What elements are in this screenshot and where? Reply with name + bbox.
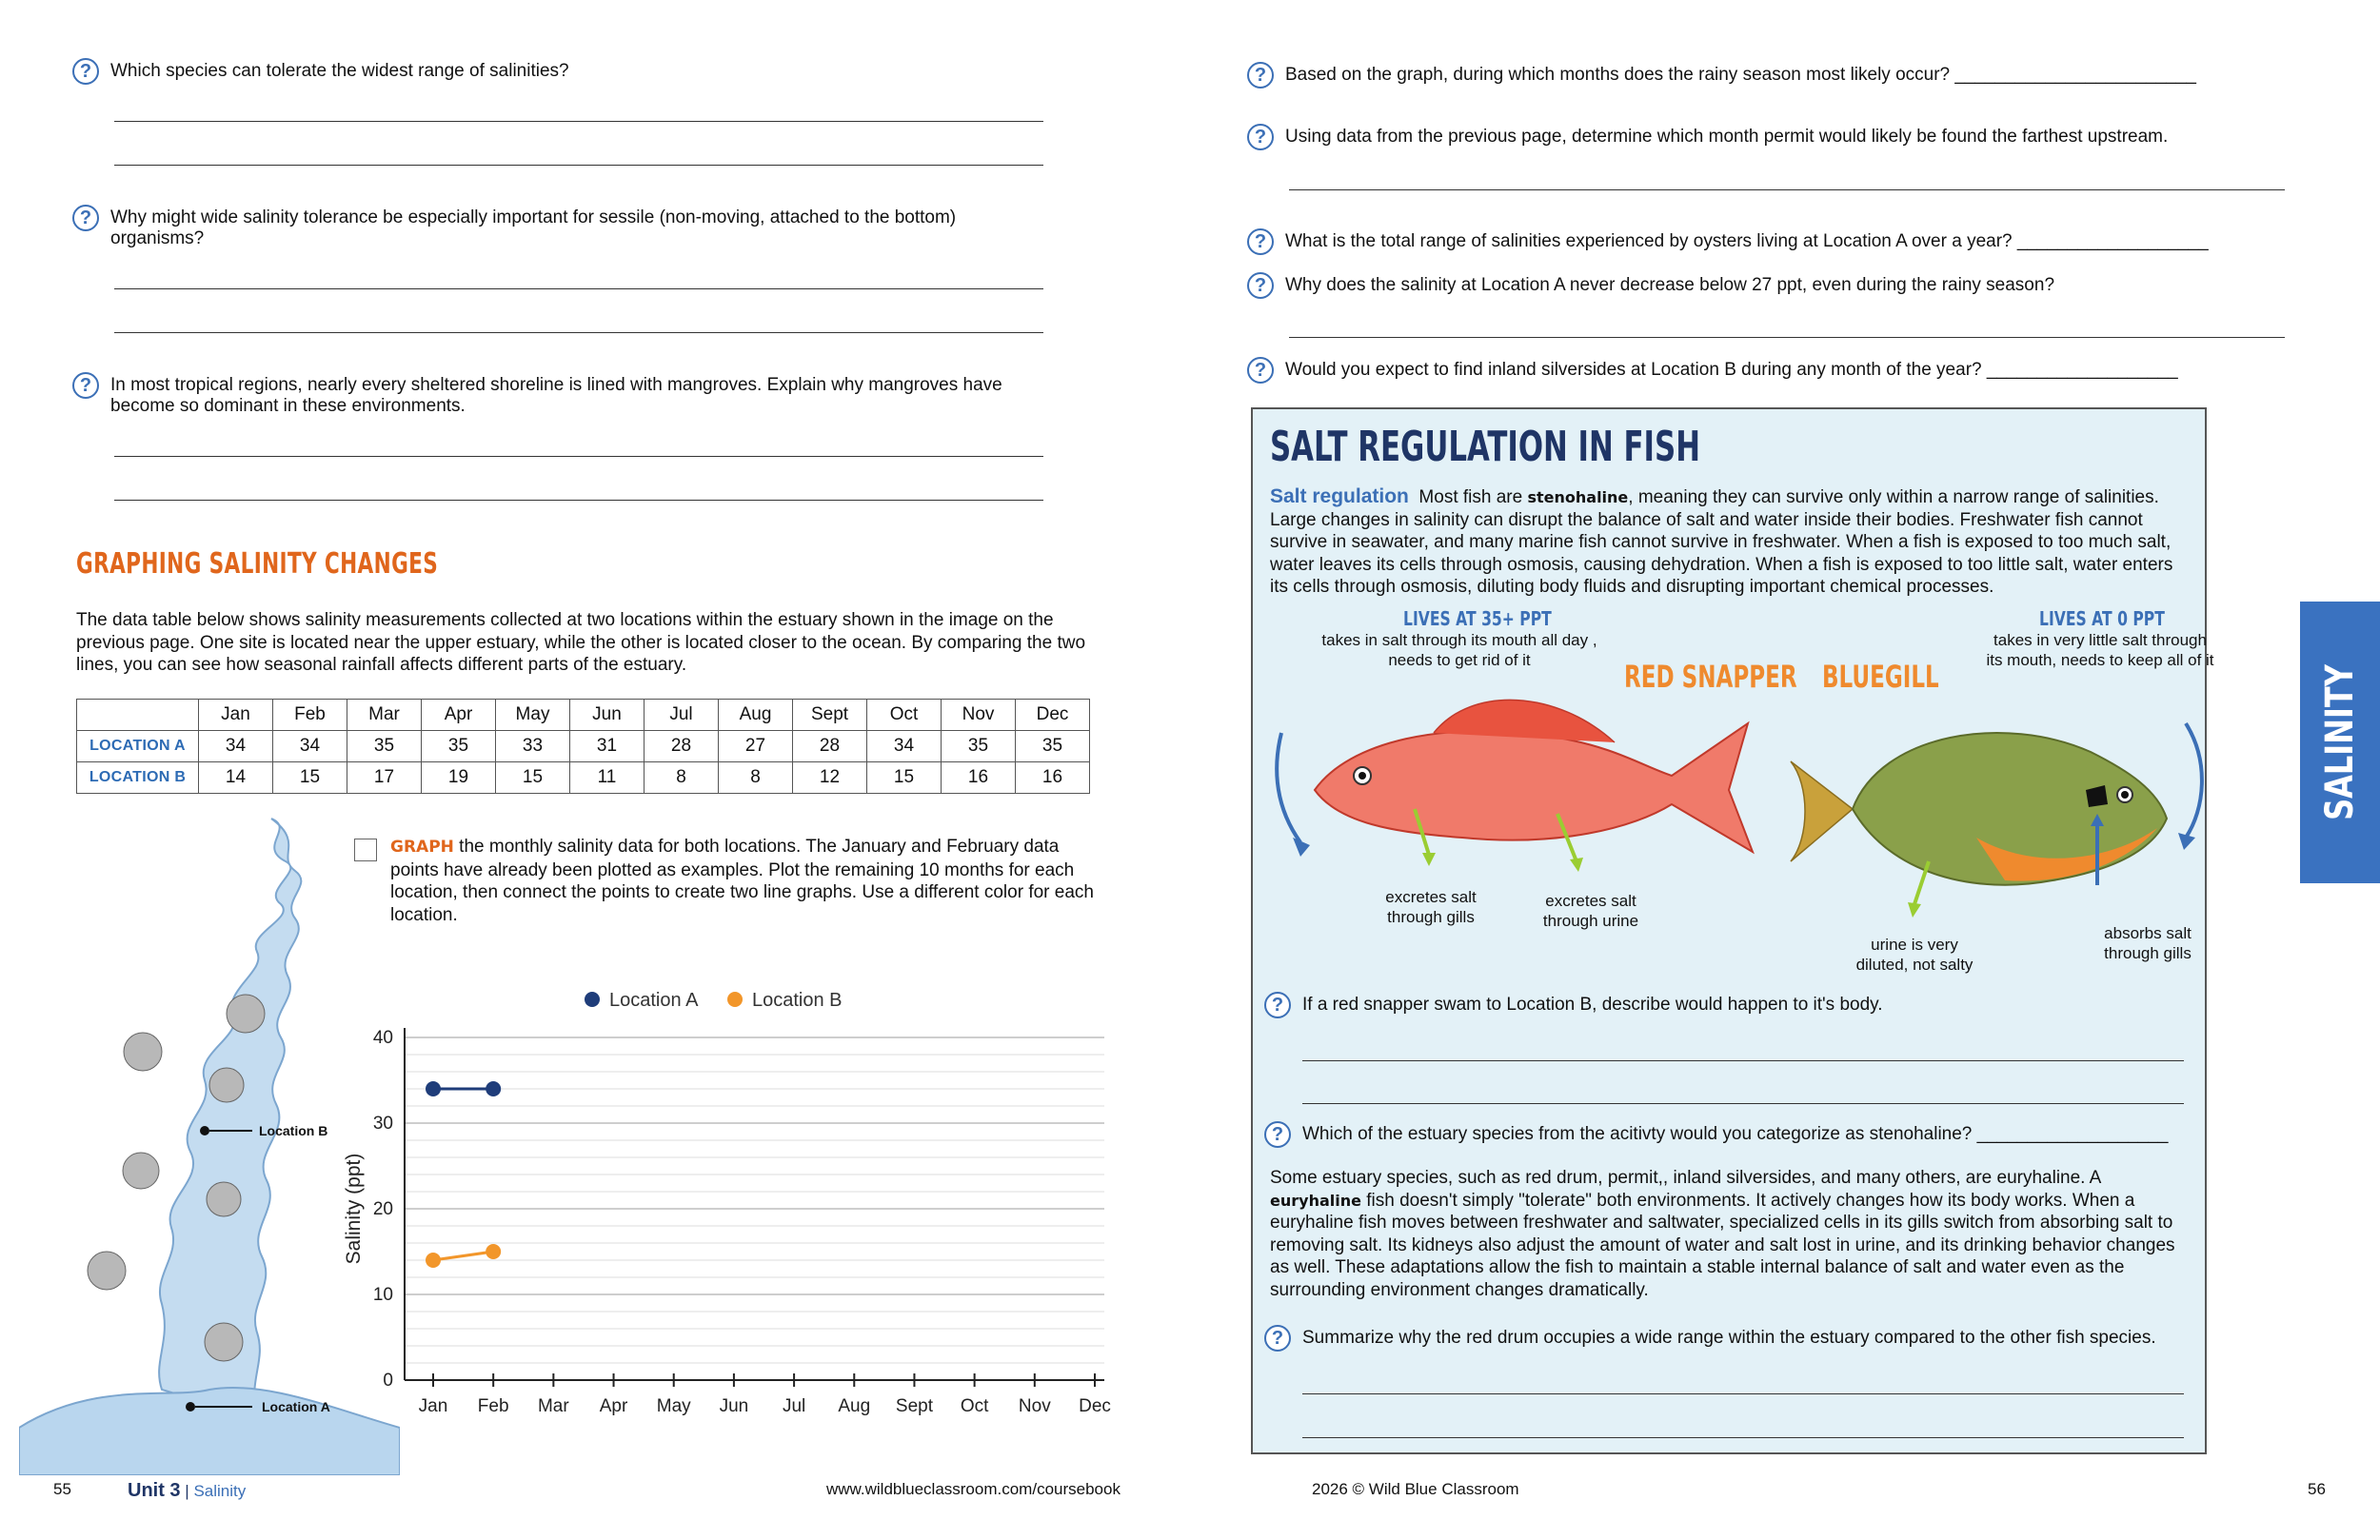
question-snapper-location-b bbox=[1264, 995, 2197, 1018]
question-mangroves bbox=[72, 375, 1043, 417]
graph-instruction bbox=[390, 836, 1095, 926]
data-point bbox=[426, 1081, 441, 1096]
question-icon: ? bbox=[72, 58, 99, 85]
bluegill-label: BLUEGILL bbox=[1822, 659, 1939, 695]
answer-line[interactable] bbox=[114, 500, 1043, 501]
legend-label: Location A bbox=[609, 990, 699, 1011]
question-text: What is the total range of salinities experienced by oysters living at Location A over a year? ___________________ bbox=[1285, 231, 2209, 251]
bluegill-lives-label: LIVES AT 0 PPT bbox=[2039, 607, 2165, 630]
question-rainy-season bbox=[1247, 65, 2294, 89]
section-heading-graphing: GRAPHING SALINITY CHANGES bbox=[76, 547, 439, 581]
location-b-marker bbox=[200, 1126, 209, 1135]
bluegill-gills-note: absorbs salt through gills bbox=[2104, 924, 2192, 962]
question-icon: ? bbox=[1247, 357, 1274, 384]
question-text: Based on the graph, during which months does the rainy season most likely occur? ________________________ bbox=[1285, 65, 2196, 85]
snapper-body-icon bbox=[1315, 723, 1753, 852]
snapper-urine-note: excretes salt through urine bbox=[1542, 892, 1639, 930]
panel-title: SALT REGULATION IN FISH bbox=[1270, 423, 1700, 471]
question-text: Summarize why the red drum occupies a wide range within the estuary compared to the other fish species. bbox=[1302, 1328, 2156, 1348]
question-icon: ? bbox=[1264, 992, 1291, 1018]
mangrove-icon bbox=[123, 1153, 159, 1189]
stenohaline-term: stenohaline bbox=[1527, 488, 1629, 506]
answer-line[interactable] bbox=[1302, 1393, 2184, 1394]
question-text: Why might wide salinity tolerance be especially important for sessile (non-moving, attached to the bottom) organisms? bbox=[110, 207, 957, 248]
table-cell: 14 bbox=[199, 762, 273, 794]
panel-paragraph-1 bbox=[1270, 485, 2192, 599]
y-axis-label: Salinity (ppt) bbox=[343, 1153, 365, 1265]
question-red-drum bbox=[1264, 1328, 2197, 1352]
table-header-row bbox=[77, 700, 1090, 731]
page-number-left: 55 bbox=[53, 1480, 71, 1498]
table-row bbox=[77, 762, 1090, 794]
x-tick-label: May bbox=[656, 1396, 691, 1416]
x-tick-label: Sept bbox=[895, 1396, 934, 1416]
graph-instruction-text: the monthly salinity data for both locations. The January and February data points have already been plotted as examples. Plot the remaining 10 months for each location, then connect the points to create two line graphs. Use a different color for each location. bbox=[390, 837, 1094, 925]
red-snapper-illustration bbox=[1272, 666, 1786, 885]
data-point bbox=[426, 1253, 441, 1268]
question-icon: ? bbox=[1264, 1325, 1291, 1352]
question-text: Why does the salinity at Location A never decrease below 27 ppt, even during the rainy season? bbox=[1285, 275, 2055, 295]
x-tick-label: Jul bbox=[782, 1396, 806, 1416]
legend-marker bbox=[727, 992, 743, 1007]
x-tick-label: Oct bbox=[960, 1396, 989, 1416]
x-tick-label: Jun bbox=[719, 1396, 749, 1416]
y-tick-label: 40 bbox=[372, 1028, 393, 1048]
panel-paragraph-2 bbox=[1270, 1167, 2192, 1301]
footer-url[interactable]: www.wildblueclassroom.com/coursebook bbox=[826, 1480, 1121, 1498]
unit-name: Salinity bbox=[193, 1482, 247, 1500]
table-cell: 28 bbox=[793, 731, 867, 762]
answer-line[interactable] bbox=[114, 165, 1043, 166]
mangrove-icon bbox=[88, 1252, 126, 1290]
row-label-location-a: LOCATION A bbox=[77, 731, 199, 762]
intake-arrow-icon bbox=[1277, 733, 1300, 842]
gill-arrow-icon bbox=[1422, 853, 1436, 866]
answer-line[interactable] bbox=[114, 288, 1043, 289]
question-permit-upstream bbox=[1247, 127, 2294, 150]
mangrove-icon bbox=[124, 1033, 162, 1071]
table-cell: 12 bbox=[793, 762, 867, 794]
bluegill-illustration bbox=[1786, 695, 2205, 942]
urine-arrow-icon bbox=[1570, 858, 1583, 872]
question-sessile bbox=[72, 207, 1043, 249]
question-text: In most tropical regions, nearly every sheltered shoreline is lined with mangroves. Explain why mangroves have become so dominant in these environments. bbox=[110, 375, 1002, 416]
table-cell: 31 bbox=[570, 731, 645, 762]
copyright: 2026 © Wild Blue Classroom bbox=[1312, 1480, 1519, 1498]
salt-regulation-panel bbox=[1251, 407, 2214, 1454]
panel-para1-a: Most fish are bbox=[1418, 487, 1528, 507]
question-species-range bbox=[72, 61, 1043, 85]
table-cell: 35 bbox=[347, 731, 422, 762]
question-text: Using data from the previous page, determine which month permit would likely be found the farthest upstream. bbox=[1285, 127, 2169, 147]
table-cell: 28 bbox=[645, 731, 719, 762]
salinity-line-chart[interactable] bbox=[324, 976, 1123, 1432]
question-icon: ? bbox=[72, 205, 99, 231]
question-icon: ? bbox=[72, 372, 99, 399]
unit-footer bbox=[128, 1480, 246, 1502]
snapper-lives-label: LIVES AT 35+ PPT bbox=[1403, 607, 1552, 630]
question-icon: ? bbox=[1247, 272, 1274, 299]
question-icon: ? bbox=[1247, 124, 1274, 150]
red-snapper-label: RED SNAPPER bbox=[1624, 659, 1797, 695]
snapper-intake-note: takes in salt through its mouth all day , needs to get rid of it bbox=[1321, 631, 1597, 669]
question-text: If a red snapper swam to Location B, describe would happen to it's body. bbox=[1302, 995, 1883, 1015]
x-tick-label: Feb bbox=[477, 1396, 509, 1416]
answer-line[interactable] bbox=[114, 121, 1043, 122]
graph-keyword: GRAPH bbox=[390, 838, 454, 857]
mangrove-icon bbox=[227, 995, 265, 1033]
month-header: Jan bbox=[199, 700, 273, 731]
month-header: Feb bbox=[273, 700, 347, 731]
side-tab-salinity bbox=[2300, 602, 2380, 883]
location-a-marker bbox=[186, 1402, 195, 1412]
month-header: May bbox=[496, 700, 570, 731]
series-line bbox=[433, 1252, 493, 1260]
table-cell: 15 bbox=[273, 762, 347, 794]
bluegill-tail-icon bbox=[1791, 761, 1853, 861]
page-number-right: 56 bbox=[2308, 1480, 2326, 1498]
panel-para2-a: Some estuary species, such as red drum, permit,, inland silversides, and many others, are euryhaline. A bbox=[1270, 1168, 2101, 1188]
month-header: Nov bbox=[942, 700, 1016, 731]
question-icon: ? bbox=[1264, 1121, 1291, 1148]
answer-line[interactable] bbox=[114, 456, 1043, 457]
mangrove-icon bbox=[209, 1068, 244, 1102]
month-header: Dec bbox=[1016, 700, 1090, 731]
table-cell: 11 bbox=[570, 762, 645, 794]
table-cell: 33 bbox=[496, 731, 570, 762]
map-label-location-b: Location B bbox=[259, 1123, 328, 1138]
month-header: Oct bbox=[867, 700, 942, 731]
side-tab-label: SALINITY bbox=[2318, 664, 2362, 820]
table-cell: 15 bbox=[496, 762, 570, 794]
snapper-gills-note: excretes salt through gills bbox=[1385, 888, 1477, 926]
mangrove-icon bbox=[205, 1323, 243, 1361]
question-text: Which species can tolerate the widest range of salinities? bbox=[110, 61, 569, 81]
table-cell: 35 bbox=[942, 731, 1016, 762]
legend-marker bbox=[585, 992, 600, 1007]
panel-lead: Salt regulation bbox=[1270, 485, 1409, 507]
data-point bbox=[486, 1081, 501, 1096]
table-cell: 34 bbox=[867, 731, 942, 762]
question-stenohaline-species bbox=[1264, 1124, 2197, 1148]
answer-line[interactable] bbox=[1302, 1060, 2184, 1061]
question-silversides bbox=[1247, 360, 2294, 384]
x-tick-label: Dec bbox=[1079, 1396, 1111, 1416]
month-header: Jul bbox=[645, 700, 719, 731]
euryhaline-term: euryhaline bbox=[1270, 1191, 1361, 1210]
x-tick-label: Apr bbox=[599, 1396, 628, 1416]
month-header: Sept bbox=[793, 700, 867, 731]
row-label-location-b: LOCATION B bbox=[77, 762, 199, 794]
panel-para2-b: fish doesn't simply "tolerate" both environments. It actively changes how its body works. When a euryhaline fish moves between freshwater and saltwater, specialized cells in its gills switch from absorbing salt to removing salt. Its kidneys also adjust the amount of water and salt lost in urine, and its drinking behavior changes as well. These adaptations allow the fish to maintain a stable internal balance of salt and water even as the surrounding environment changes dramatically. bbox=[1270, 1190, 2175, 1300]
bluegill-intake-note: takes in very little salt through its mouth, needs to keep all of it bbox=[1986, 631, 2214, 669]
mangrove-icon bbox=[207, 1182, 241, 1216]
legend-label: Location B bbox=[752, 990, 843, 1011]
answer-line[interactable] bbox=[114, 332, 1043, 333]
table-row bbox=[77, 731, 1090, 762]
question-text: Would you expect to find inland silversides at Location B during any month of the year? ___________________ bbox=[1285, 360, 2178, 380]
table-cell: 17 bbox=[347, 762, 422, 794]
unit-number: Unit 3 bbox=[128, 1480, 181, 1501]
table-cell: 15 bbox=[867, 762, 942, 794]
table-cell: 27 bbox=[719, 731, 793, 762]
x-tick-label: Mar bbox=[537, 1396, 569, 1416]
panel-para1-b: , meaning they can survive only within a narrow range of salinities. Large changes in salinity can disrupt the balance of salt and water inside their bodies. Freshwater fish cannot survive in seawater, and many marine fish cannot survive in freshwater. When a fish is exposed to too much salt, water leaves its cells through osmosis, causing dehydration. When a fish is exposed to too little salt, water enters its cells through osmosis, diluting body fluids and disrupting important chemical processes. bbox=[1270, 487, 2173, 597]
y-tick-label: 20 bbox=[372, 1199, 393, 1219]
data-point bbox=[486, 1244, 501, 1259]
salinity-table bbox=[76, 699, 1090, 794]
x-tick-label: Nov bbox=[1018, 1396, 1051, 1416]
table-corner-cell bbox=[77, 700, 199, 731]
unit-separator: | bbox=[180, 1482, 194, 1500]
y-tick-label: 0 bbox=[383, 1371, 393, 1391]
y-tick-label: 30 bbox=[372, 1114, 393, 1134]
table-cell: 34 bbox=[199, 731, 273, 762]
x-tick-label: Aug bbox=[838, 1396, 871, 1416]
table-cell: 34 bbox=[273, 731, 347, 762]
bluegill-urine-note: urine is very diluted, not salty bbox=[1855, 936, 1973, 974]
table-cell: 35 bbox=[1016, 731, 1090, 762]
month-header: Aug bbox=[719, 700, 793, 731]
answer-line[interactable] bbox=[1289, 189, 2285, 190]
question-text: Which of the estuary species from the acitivty would you categorize as stenohaline? ___________________ bbox=[1302, 1124, 2169, 1144]
question-icon: ? bbox=[1247, 62, 1274, 89]
table-cell: 8 bbox=[645, 762, 719, 794]
map-label-location-a: Location A bbox=[262, 1399, 330, 1414]
y-tick-label: 10 bbox=[372, 1285, 393, 1305]
table-cell: 19 bbox=[422, 762, 496, 794]
table-cell: 16 bbox=[942, 762, 1016, 794]
graph-task-checkbox[interactable] bbox=[354, 839, 377, 861]
table-cell: 16 bbox=[1016, 762, 1090, 794]
month-header: Jun bbox=[570, 700, 645, 731]
answer-line[interactable] bbox=[1302, 1437, 2184, 1438]
urine-arrow-icon bbox=[1908, 902, 1921, 918]
month-header: Mar bbox=[347, 700, 422, 731]
month-header: Apr bbox=[422, 700, 496, 731]
graphing-intro: The data table below shows salinity measurements collected at two locations within the estuary shown in the image on the previous page. One site is located near the upper estuary, while the other is located closer to the ocean. By comparing the two lines, you can see how seasonal rainfall affects different parts of the estuary. bbox=[76, 610, 1086, 675]
table-cell: 35 bbox=[422, 731, 496, 762]
intake-arrow-icon bbox=[2186, 723, 2202, 838]
answer-line[interactable] bbox=[1289, 337, 2285, 338]
question-icon: ? bbox=[1247, 228, 1274, 255]
table-cell: 8 bbox=[719, 762, 793, 794]
arrow-head-icon bbox=[2178, 833, 2195, 850]
question-oyster-range bbox=[1247, 231, 2294, 255]
answer-line[interactable] bbox=[1302, 1103, 2184, 1104]
question-location-a-minimum bbox=[1247, 275, 2294, 299]
x-tick-label: Jan bbox=[418, 1396, 448, 1416]
